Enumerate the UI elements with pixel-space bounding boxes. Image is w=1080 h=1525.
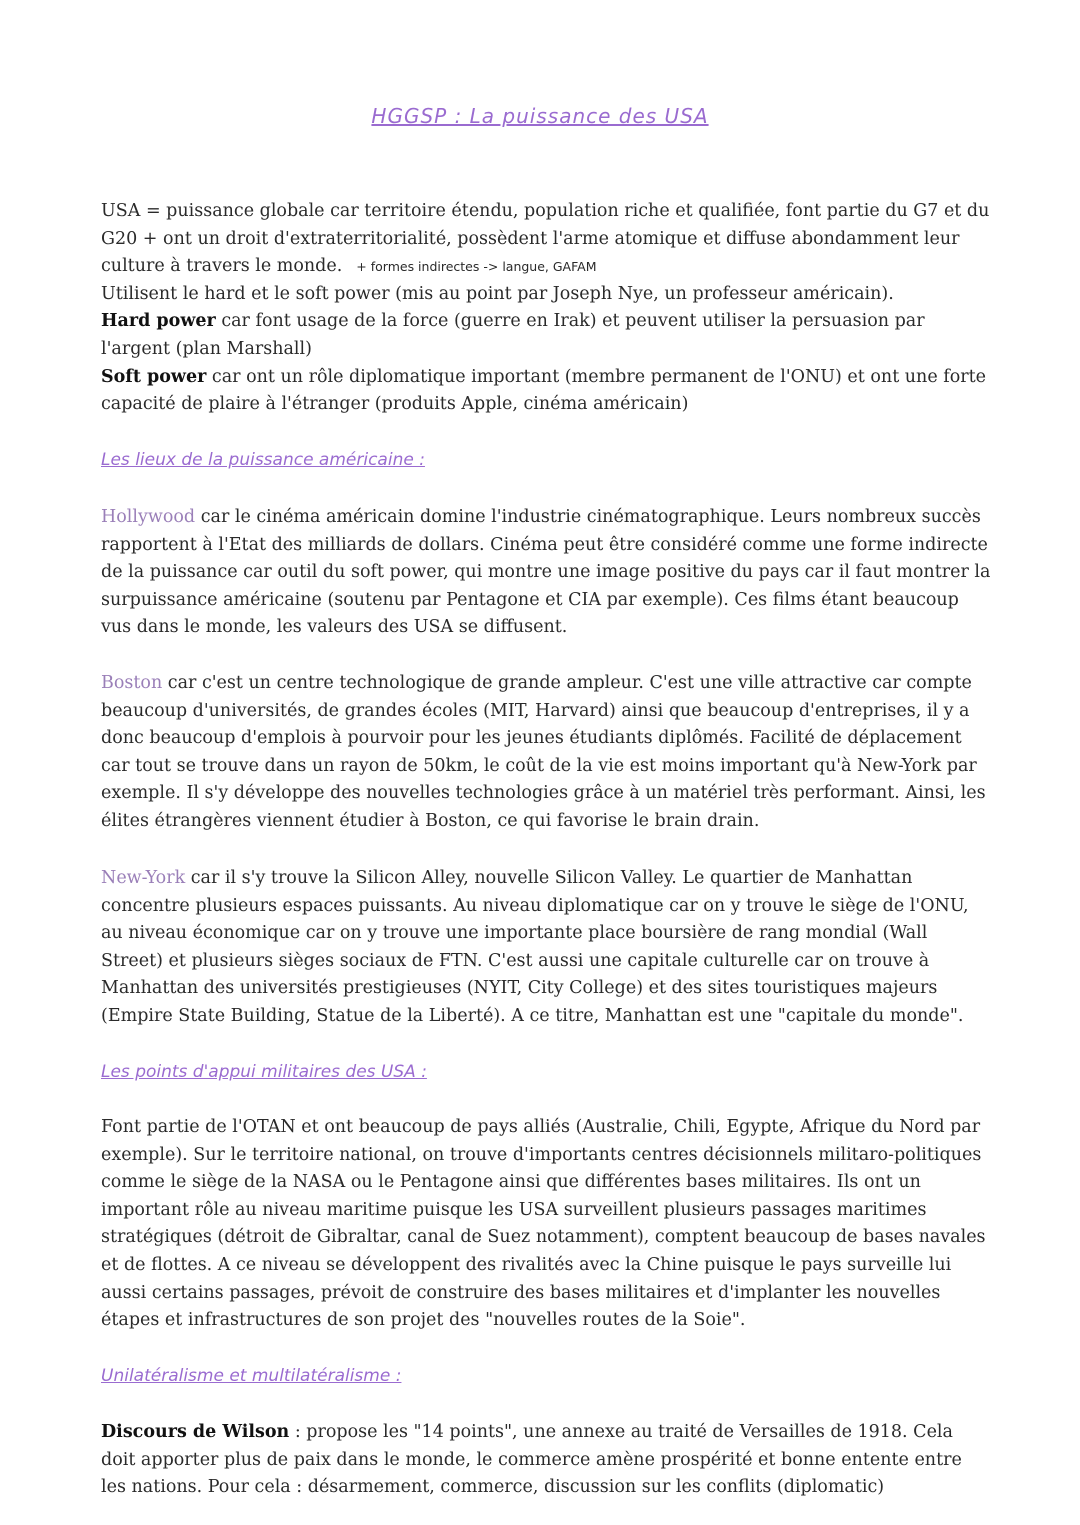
intro-note: + formes indirectes -> langue, GAFAM [356,259,597,275]
intro-paragraph [101,198,991,281]
hard-power-paragraph [101,308,991,363]
newyork-keyword: New-York [101,868,186,888]
intro-line2: Utilisent le hard et le soft power (mis au point par Joseph Nye, un professeur américain). [101,283,894,304]
newyork-paragraph [101,865,991,1031]
hard-power-label: Hard power [101,311,216,332]
section-heading-places: Les lieux de la puissance américaine : [101,450,425,470]
page-title: HGGSP : La puissance des USA [371,104,709,128]
soft-power-paragraph [101,364,991,419]
wilson-block [101,1419,991,1502]
newyork-text: car il s'y trouve la Silicon Alley, nouvelle Silicon Valley. Le quartier de Manhattan concentre plusieurs espaces puissants. Au niveau diplomatique car on y trouve le siège de l'ONU, au niveau économique car on y trouve une importante place boursière de rang mondial (Wall Street) et plusieurs sièges sociaux de FTN. C'est aussi une capitale culturelle car on trouve à Manhattan des universités prestigieuses (NYIT, City College) et des sites touristiques majeurs (Empire State Building, Statue de la Liberté). A ce titre, Manhattan est une "capitale du monde". [101,868,969,1026]
military-paragraph: Font partie de l'OTAN et ont beaucoup de pays alliés (Australie, Chili, Egypte, Afrique du Nord par exemple). Sur le territoire national, on trouve d'importants centres décisionnels militaro-politiques comme le siège de la NASA ou le Pentagone ainsi que différentes bases militaires. Ils ont un important rôle au niveau maritime puisque les USA surveillent plusieurs passages maritimes stratégiques (détroit de Gibraltar, canal de Suez notamment), comptent beaucoup de bases navales et de flottes. A ce niveau se développent des rivalités avec la Chine puisque le pays surveille lui aussi certains passages, prévoit de construire des bases militaires et d'implanter les nouvelles étapes et infrastructures de son projet des "nouvelles routes de la Soie". [101,1117,986,1331]
boston-keyword: Boston [101,673,163,693]
hollywood-block [101,504,991,642]
section-heading-military: Les points d'appui militaires des USA : [101,1062,427,1082]
wilson-paragraph [101,1419,991,1502]
wilson-text: : propose les "14 points", une annexe au traité de Versailles de 1918. Cela doit apporter plus de paix dans le monde, le commerce amène prospérité et bonne entente entre les nations. Pour cela : désarmement, commerce, discussion sur les conflits (diplomatic) [101,1422,962,1498]
boston-paragraph [101,670,991,836]
hollywood-paragraph [101,504,991,642]
boston-block [101,670,991,836]
wilson-label: Discours de Wilson [101,1422,290,1442]
soft-power-label: Soft power [101,366,207,387]
intro-line1: USA = puissance globale car territoire étendu, population riche et qualifiée, font partie du G7 et du G20 + ont un droit d'extraterritorialité, possèdent l'arme atomique et diffuse abondamment leur culture à travers le monde. [101,201,990,277]
boston-text: car c'est un centre technologique de grande ampleur. C'est une ville attractive car compte beaucoup d'universités, de grandes écoles (MIT, Harvard) ainsi que beaucoup d'entreprises, il y a donc beaucoup d'emplois à pourvoir pour les jeunes étudiants diplômés. Facilité de déplacement car tout se trouve dans un rayon de 50km, le coût de la vie est moins important qu'à New-York par exemple. Il s'y développe des nouvelles technologies grâce à un matériel très performant. Ainsi, les élites étrangères viennent étudier à Boston, ce qui favorise le brain drain. [101,673,986,831]
section-heading-multilateralism: Unilatéralisme et multilatéralisme : [101,1366,402,1386]
hard-power-text: car font usage de la force (guerre en Irak) et peuvent utiliser la persuasion par l'argent (plan Marshall) [101,311,925,359]
military-block [101,1114,991,1335]
soft-power-text: car ont un rôle diplomatique important (membre permanent de l'ONU) et ont une forte capacité de plaire à l'étranger (produits Apple, cinéma américain) [101,366,987,415]
newyork-block [101,865,991,1031]
intro-block [101,198,991,419]
hollywood-text: car le cinéma américain domine l'industrie cinématographique. Leurs nombreux succès rapportent à l'Etat des milliards de dollars. Cinéma peut être considéré comme une forme indirecte de la puissance car outil du soft power, qui montre une image positive du pays car il faut montrer la surpuissance américaine (soutenu par Pentagone et CIA par exemple). Ces films étant beaucoup vus dans le monde, les valeurs des USA se diffusent. [101,507,991,638]
hollywood-keyword: Hollywood [101,507,196,527]
